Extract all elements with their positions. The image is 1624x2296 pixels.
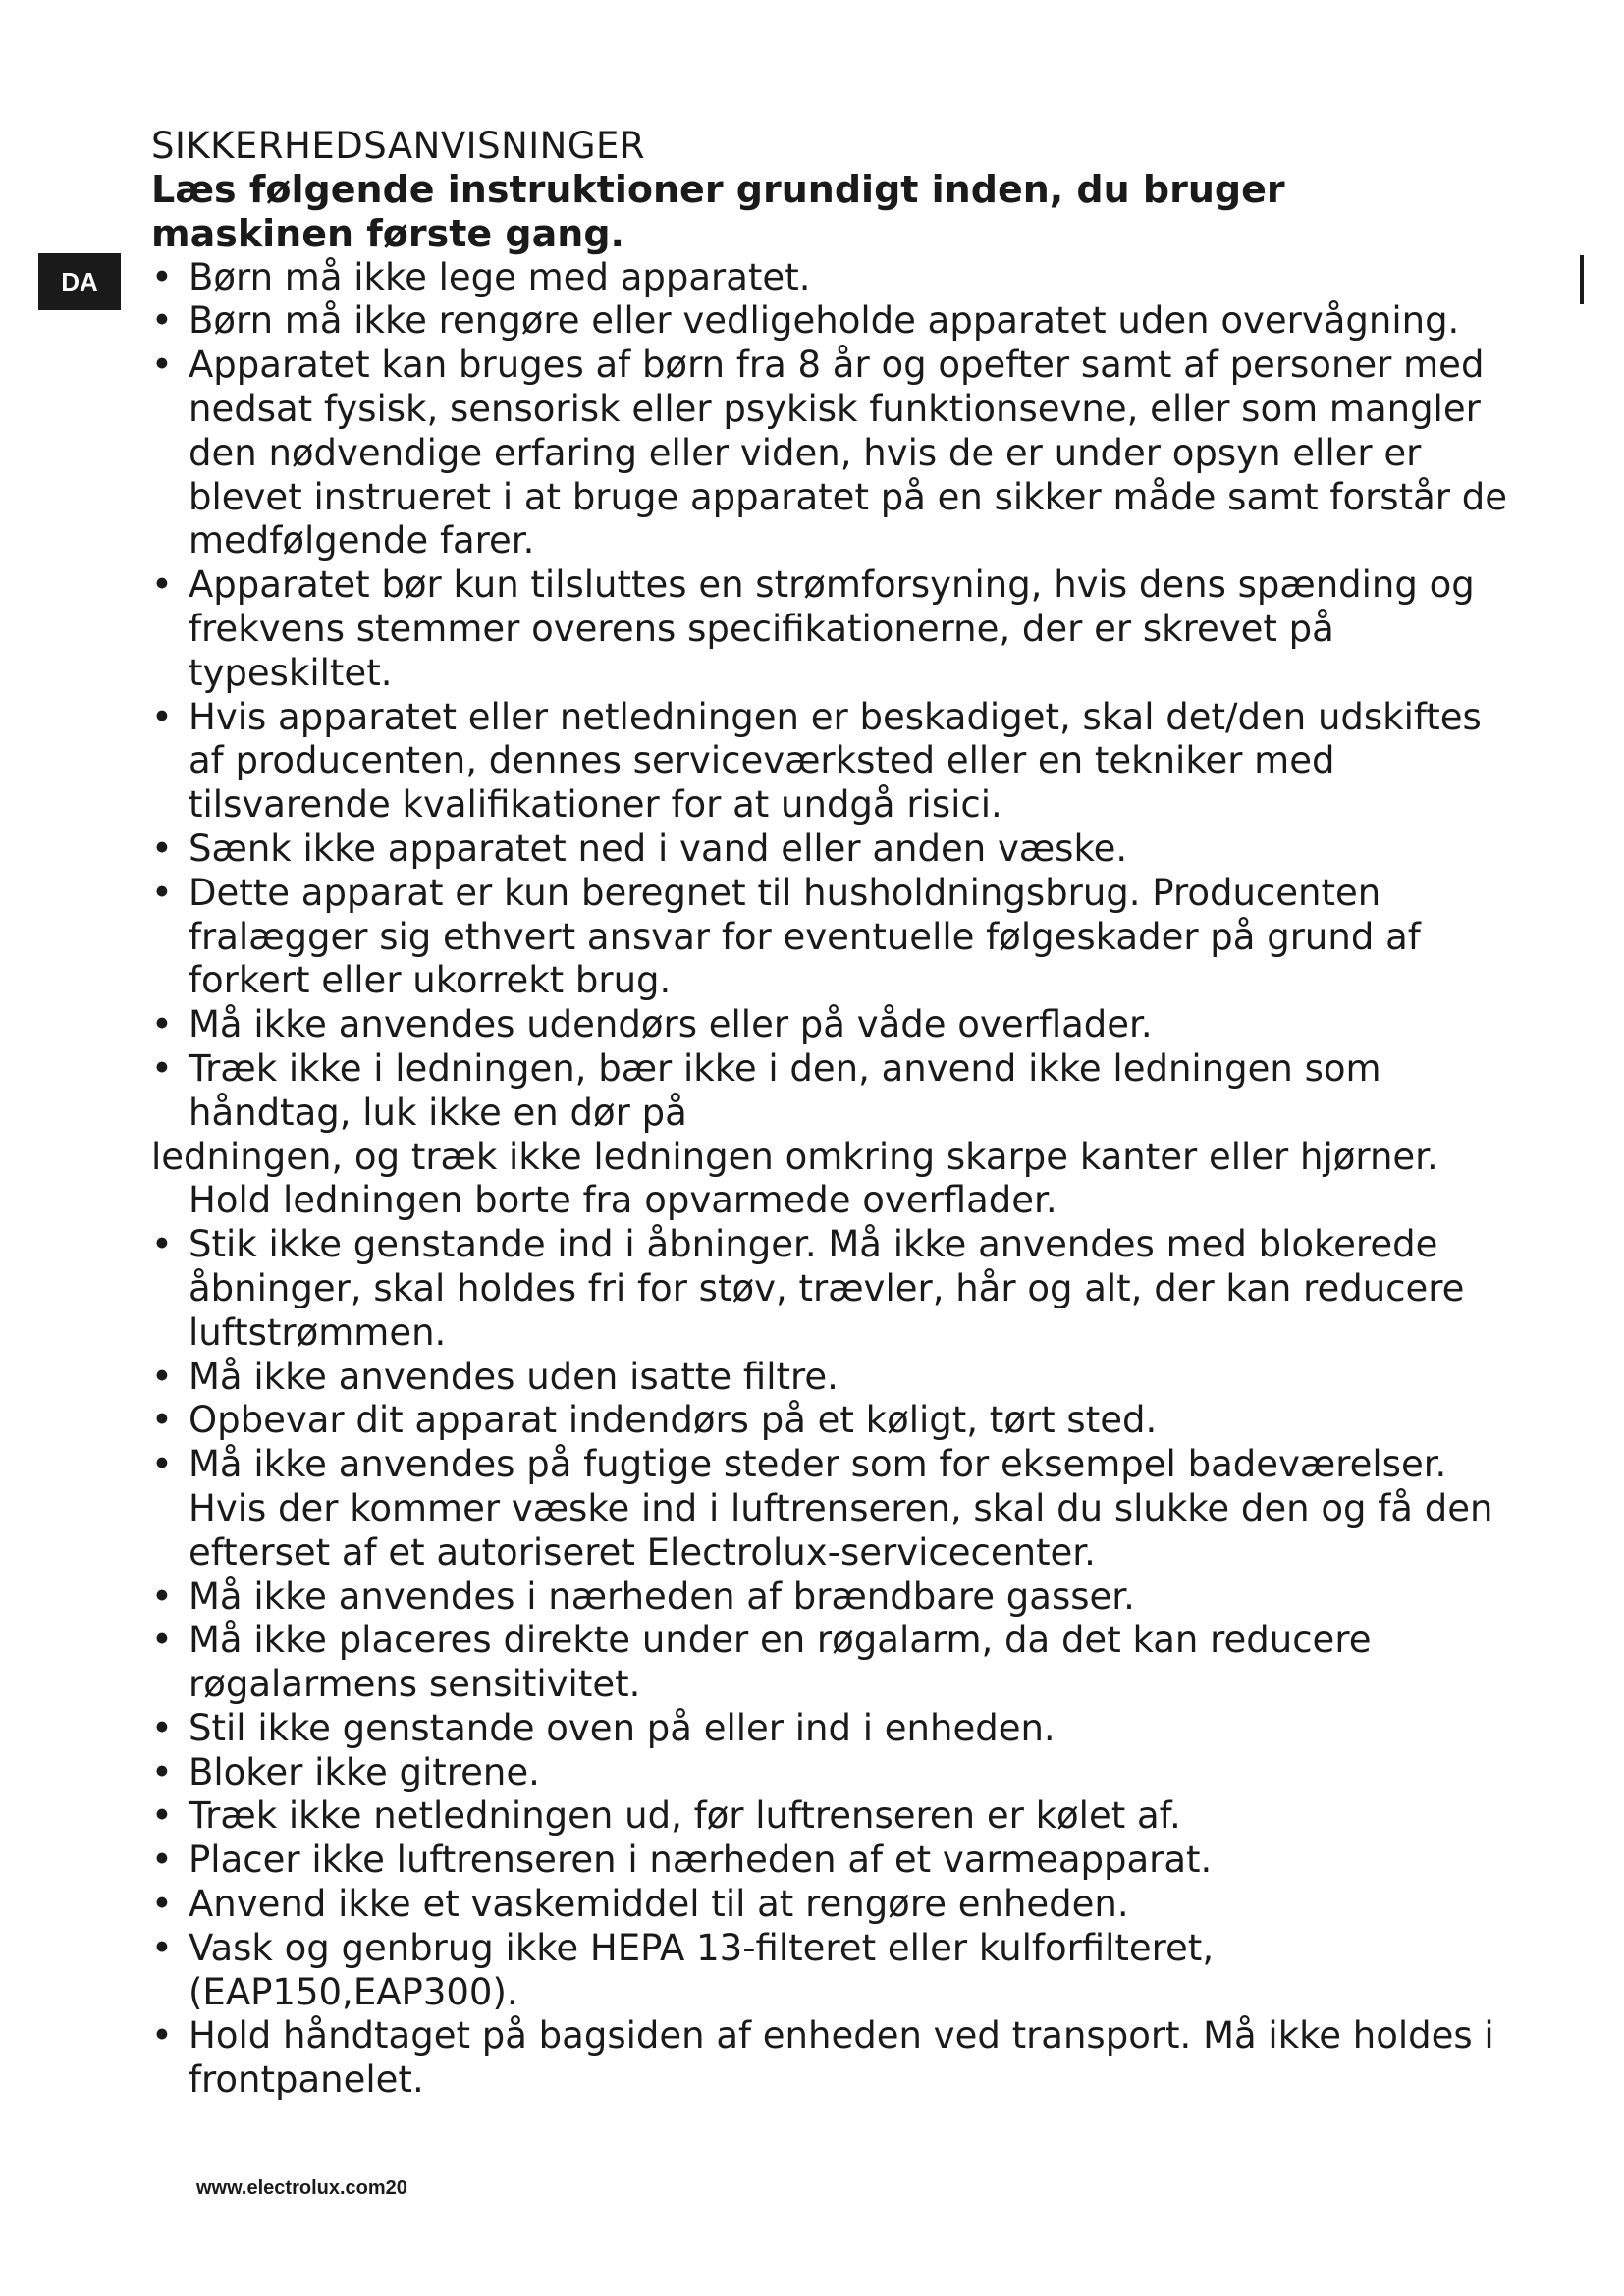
bullet-icon: • (151, 1355, 173, 1398)
bullet-icon: • (151, 1399, 173, 1442)
list-item: • Stil ikke genstande oven på eller ind i enheden. (151, 1706, 1056, 1749)
list-item: • Må ikke anvendes på fugtige steder som for eksempel badeværelser. Hvis der kommer væske ind i luftrenseren, skal du slukke den og få den efterset af et autoriseret Electrolux-servicecenter. (151, 1443, 1493, 1574)
list-item: • Børn må ikke rengøre eller vedligeholde apparatet uden overvågning. (151, 299, 1460, 343)
list-item: • Må ikke anvendes uden isatte filtre. (151, 1355, 839, 1398)
list-item: • Bloker ikke gitrene. (151, 1750, 540, 1793)
bullet-icon: • (151, 1750, 173, 1793)
list-item: • Træk ikke netledningen ud, før luftrenseren er kølet af. (151, 1794, 1181, 1838)
footer-url-page-number: www.electrolux.com20 (196, 2177, 407, 2199)
list-item: • Må ikke anvendes udendørs eller på våde overflader. (151, 1003, 1153, 1046)
bullet-icon: • (151, 1706, 173, 1749)
list-item: • Opbevar dit apparat indendørs på et køligt, tørt sted. (151, 1399, 1158, 1442)
bullet-icon: • (151, 827, 173, 870)
list-item: • Må ikke anvendes i nærheden af brændbare gasser. (151, 1575, 1135, 1618)
bullet-icon: • (151, 1223, 173, 1266)
safety-instructions (151, 125, 1526, 2103)
list-item: • Vask og genbrug ikke HEPA 13-filteret eller kulforfilteret, (EAP150,EAP300). (151, 1926, 1215, 2013)
bullet-icon: • (151, 299, 173, 343)
bullet-icon: • (151, 1883, 173, 1926)
list-item: • Træk ikke i ledningen, bær ikke i den, anvend ikke ledningen som håndtag, luk ikke en dør på ledningen, og træk ikke ledningen omkring skarpe kanter eller hjørner. Hold ledningen borte fra opvarmede overflader. (151, 1047, 1516, 1223)
bullet-icon: • (151, 871, 173, 914)
cord-continuation-indent: Hold ledningen borte fra opvarmede overflader. (189, 1179, 1057, 1222)
list-item: • Anvend ikke et vaskemiddel til at rengøre enheden. (151, 1883, 1129, 1926)
list-item: • Stik ikke genstande ind i åbninger. Må ikke anvendes med blokerede åbninger, skal holdes fri for støv, trævler, hår og alt, der kan reducere luftstrømmen. (151, 1223, 1465, 1354)
bullet-icon: • (151, 2014, 173, 2057)
bullet-icon: • (151, 1926, 173, 1969)
bullet-icon: • (151, 1003, 173, 1046)
list-item: • Hvis apparatet eller netledningen er beskadiget, skal det/den udskiftes af producenten, dennes serviceværksted eller en tekniker med tilsvarende kvalifikationer for at undgå risici. (151, 695, 1482, 827)
list-item: • Børn må ikke lege med apparatet. (151, 255, 811, 298)
language-tab: DA (38, 253, 121, 310)
bullet-icon: • (151, 695, 173, 738)
bullet-icon: • (151, 1046, 173, 1090)
list-item: • Hold håndtaget på bagsiden af enheden ved transport. Må ikke holdes i frontpanelet. (151, 2014, 1494, 2102)
bullet-icon: • (151, 563, 173, 607)
list-item: • Placer ikke luftrenseren i nærheden af et varmeapparat. (151, 1839, 1213, 1882)
bullet-icon: • (151, 1794, 173, 1838)
bullet-icon: • (151, 1575, 173, 1618)
bullet-icon: • (151, 255, 173, 298)
section-title: SIKKERHEDSANVISNINGER (151, 125, 646, 167)
list-item: • Dette apparat er kun beregnet til husholdningsbrug. Producenten fralægger sig ethvert ansvar for eventuelle følgeskader på grund af forkert eller ukorrekt brug. (151, 871, 1421, 1002)
bullet-icon: • (151, 1443, 173, 1486)
bullet-icon: • (151, 1839, 173, 1882)
page-edge-marker (1580, 255, 1584, 304)
bullet-icon: • (151, 344, 173, 387)
bullet-icon: • (151, 1619, 173, 1662)
cord-continuation-outdent: ledningen, og træk ikke ledningen omkring skarpe kanter eller hjørner. (151, 1135, 1438, 1178)
list-item: • Må ikke placeres direkte under en røgalarm, da det kan reducere røgalarmens sensitivitet. (151, 1619, 1372, 1706)
list-item: • Apparatet kan bruges af børn fra 8 år og opefter samt af personer med nedsat fysisk, sensorisk eller psykisk funktionsevne, eller som mangler den nødvendige erfaring eller viden, hvis de er under opsyn eller er blevet instrueret i at bruge apparatet på en sikker måde samt forstår de medfølgende farer. (151, 344, 1507, 562)
intro-text: Læs følgende instruktioner grundigt inden, du bruger maskinen første gang. (151, 168, 1285, 255)
list-item: • Apparatet bør kun tilsluttes en strømforsyning, hvis dens spænding og frekvens stemmer overens specifikationerne, der er skrevet på typeskiltet. (151, 563, 1475, 694)
list-item: • Sænk ikke apparatet ned i vand eller anden væske. (151, 827, 1128, 870)
safety-list (151, 256, 1516, 2103)
